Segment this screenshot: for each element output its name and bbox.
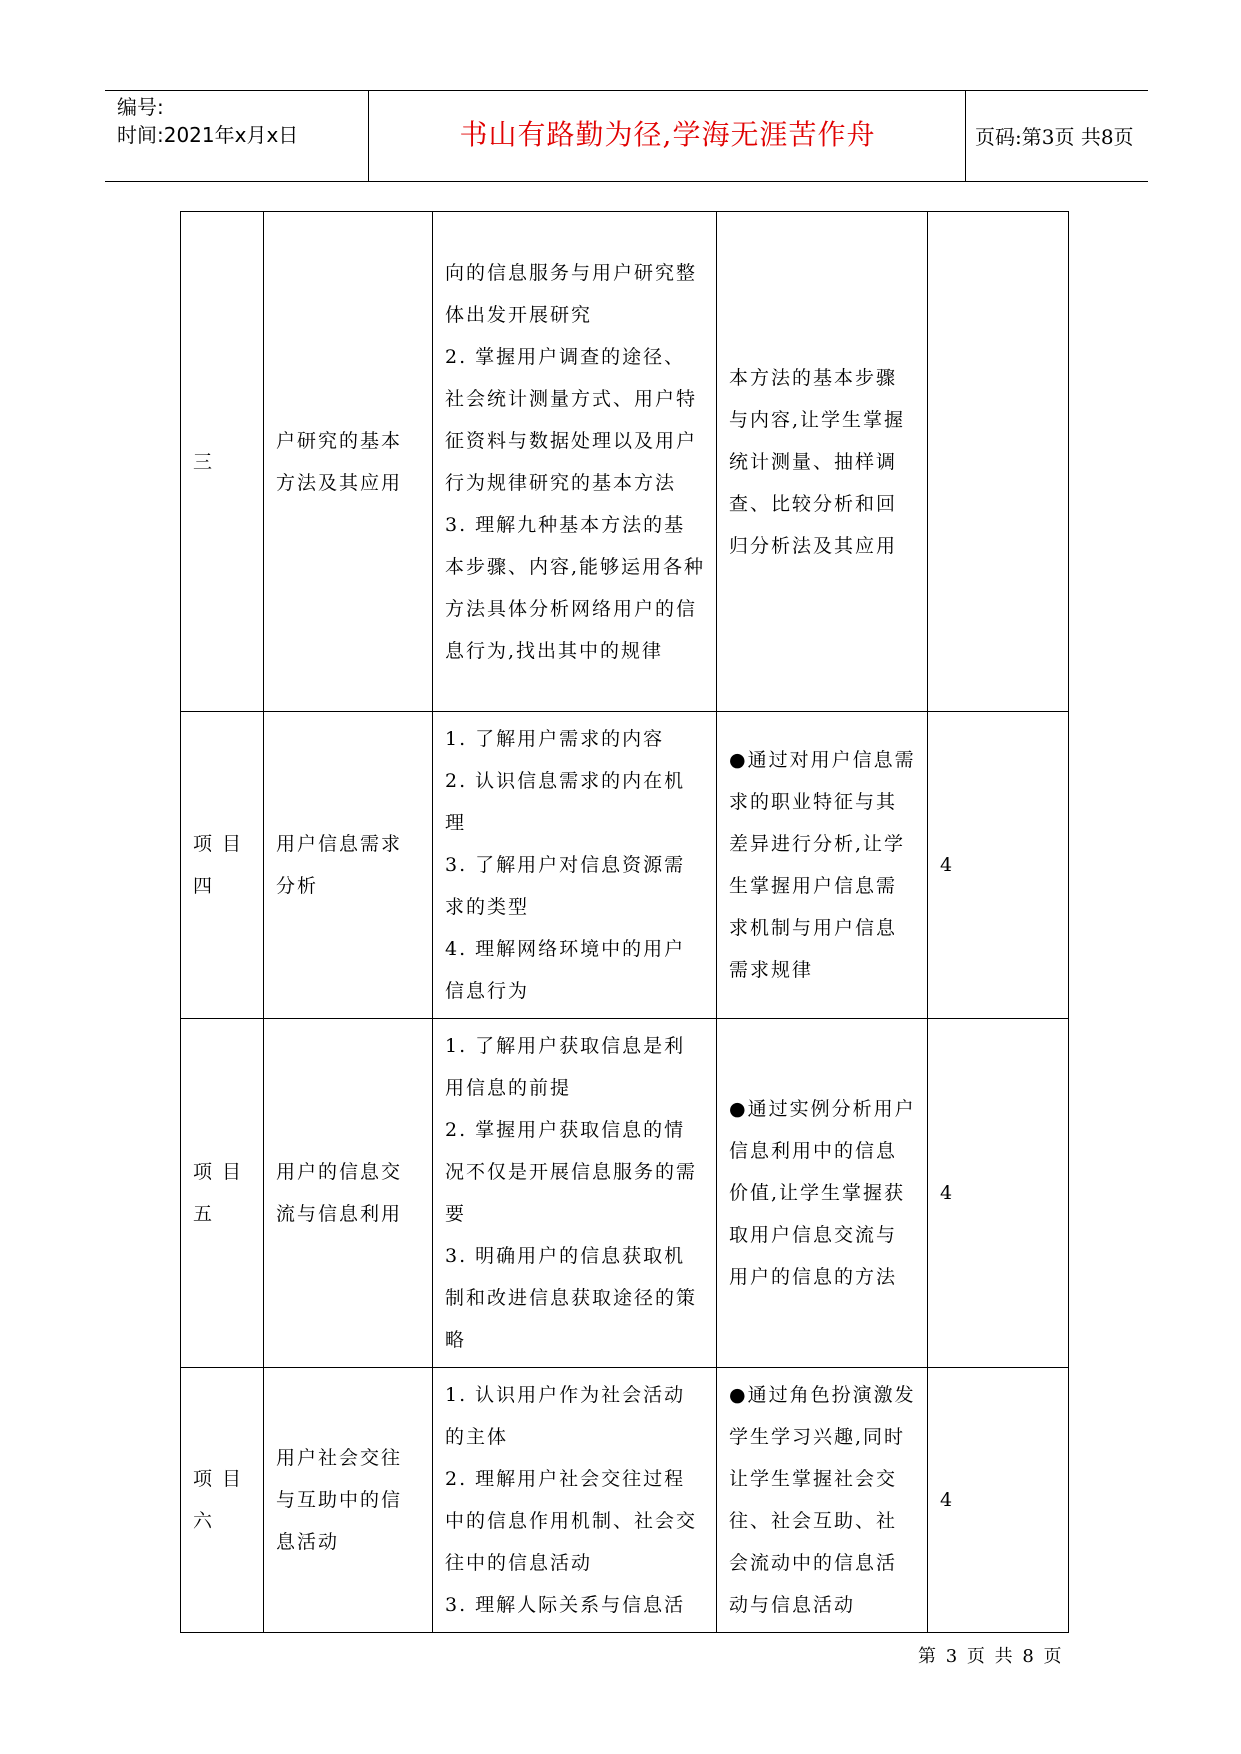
table-row	[181, 712, 1069, 1019]
hours-cell: 4	[928, 1368, 1069, 1633]
objective-item: 向的信息服务与用户研究整体出发开展研究	[445, 261, 698, 326]
objectives-cell	[433, 712, 717, 1019]
course-plan-table	[180, 211, 1069, 1633]
header-page-number: 页码:第3页 共8页	[975, 125, 1134, 149]
header-motto: 书山有路勤为径,学海无涯苦作舟	[459, 118, 876, 151]
objective-item: 2. 认识信息需求的内在机理	[445, 770, 686, 834]
objective-item: 3. 了解用户对信息资源需求的类型	[445, 854, 686, 918]
project-cell: 项 目四	[181, 712, 264, 1019]
objective-item: 2. 掌握用户获取信息的情况不仅是开展信息服务的需要	[445, 1119, 698, 1225]
objective-item: 4. 理解网络环境中的用户信息行为	[445, 938, 686, 1002]
hours-cell	[928, 212, 1069, 712]
objective-item: 3. 理解九种基本方法的基本步骤、内容,能够运用各种方法具体分析网络用户的信息行为,找出其中的规律	[445, 513, 706, 662]
header-divider	[965, 91, 966, 181]
project-name-cell: 用户社会交往与互助中的信息活动	[264, 1368, 433, 1633]
objective-item: 1. 了解用户获取信息是利用信息的前提	[445, 1035, 686, 1099]
page-header	[105, 90, 1148, 182]
objectives-cell	[433, 212, 717, 712]
method-cell: ●通过对用户信息需求的职业特征与其差异进行分析,让学生掌握用户信息需求机制与用户信息需求规律	[717, 712, 928, 1019]
project-name-cell: 用户信息需求分析	[264, 712, 433, 1019]
number-label: 编号:	[117, 95, 164, 119]
method-cell: ●通过角色扮演激发学生学习兴趣,同时让学生掌握社会交往、社会互助、社会流动中的信息活动与信息活动	[717, 1368, 928, 1633]
project-name-cell: 户研究的基本方法及其应用	[264, 212, 433, 712]
objective-item: 1. 了解用户需求的内容	[445, 728, 665, 750]
project-cell: 项 目六	[181, 1368, 264, 1633]
hours-cell: 4	[928, 712, 1069, 1019]
table-row	[181, 1019, 1069, 1368]
header-divider	[368, 91, 369, 181]
objective-item: 1. 认识用户作为社会活动的主体	[445, 1384, 686, 1448]
objective-item: 2. 理解用户社会交往过程中的信息作用机制、社会交往中的信息活动	[445, 1468, 698, 1574]
objective-item: 3. 明确用户的信息获取机制和改进信息获取途径的策略	[445, 1245, 698, 1351]
method-cell: ●通过实例分析用户信息利用中的信息价值,让学生掌握获取用户信息交流与用户的信息的方法	[717, 1019, 928, 1368]
table-row	[181, 1368, 1069, 1633]
objectives-cell	[433, 1019, 717, 1368]
project-cell: 项 目五	[181, 1019, 264, 1368]
time-label: 时间:2021年x月x日	[117, 123, 299, 147]
method-cell: 本方法的基本步骤与内容,让学生掌握统计测量、抽样调查、比较分析和回归分析法及其应用	[717, 212, 928, 712]
project-name-cell: 用户的信息交流与信息利用	[264, 1019, 433, 1368]
hours-cell: 4	[928, 1019, 1069, 1368]
objectives-cell	[433, 1368, 717, 1633]
header-meta	[117, 93, 367, 149]
table-row	[181, 212, 1069, 712]
objective-item: 3. 理解人际关系与信息活	[445, 1594, 686, 1616]
project-cell: 三	[181, 212, 264, 712]
objective-item: 2. 掌握用户调查的途径、社会统计测量方式、用户特征资料与数据处理以及用户行为规律研究的基本方法	[445, 345, 698, 494]
page-footer: 第 3 页 共 8 页	[918, 1646, 1064, 1667]
